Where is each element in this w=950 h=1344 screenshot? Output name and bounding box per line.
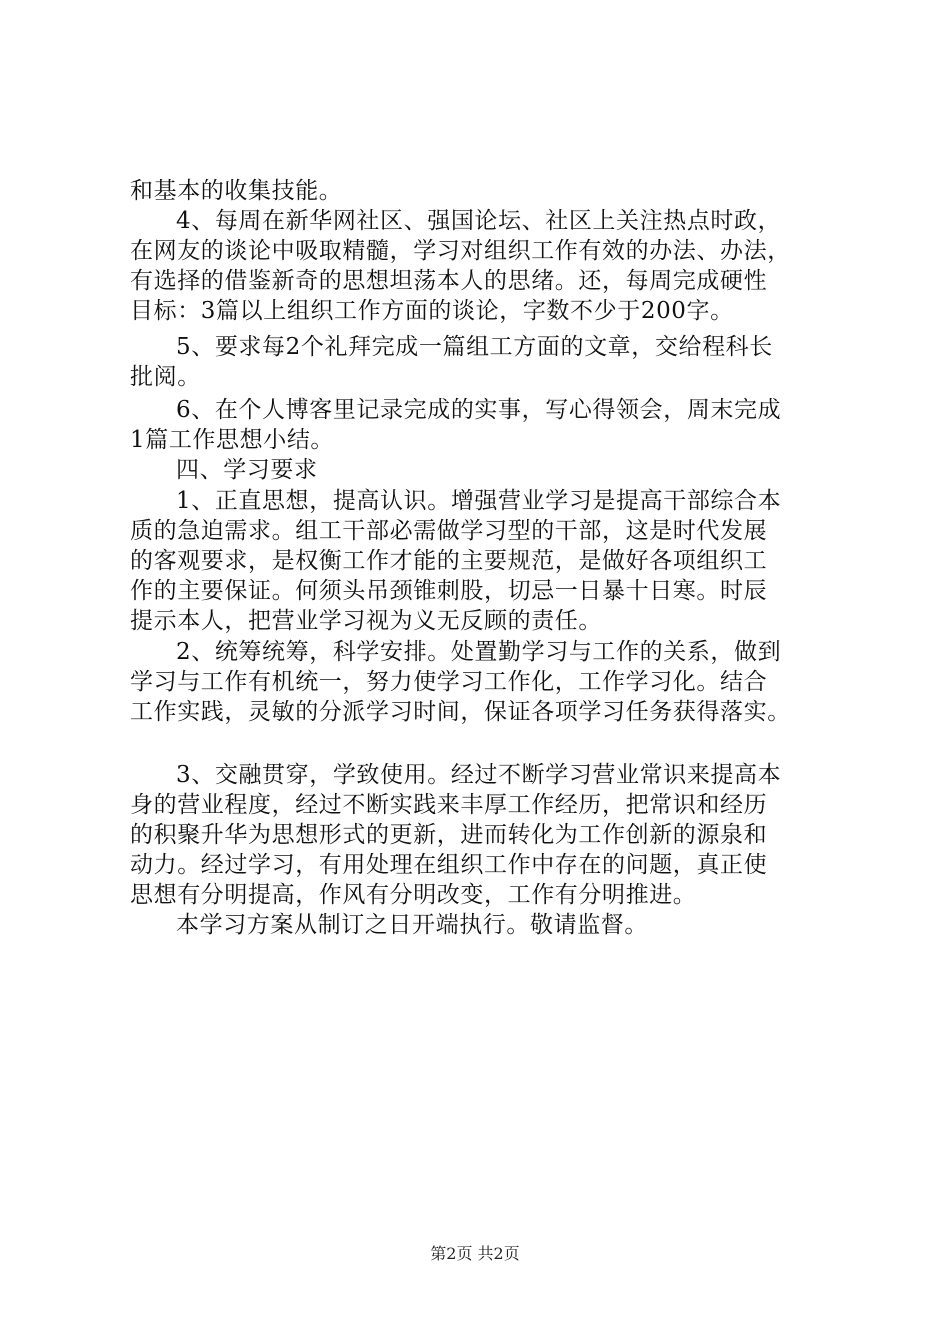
paragraph-item-3-line: 3、交融贯穿，学致使用。经过不断学习营业常识来提高本 xyxy=(176,762,782,788)
text-line: 工作实践，灵敏的分派学习时间，保证各项学习任务获得落实。 xyxy=(130,699,791,725)
paragraph-item-1-line: 1、正直思想，提高认识。增强营业学习是提高干部综合本 xyxy=(176,488,782,514)
text-line: 和基本的收集技能。 xyxy=(130,178,343,204)
text-line: 提示本人，把营业学习视为义无反顾的责任。 xyxy=(130,608,602,634)
text-line: 作的主要保证。何须头吊颈锥刺股，切忌一日暴十日寒。时辰 xyxy=(130,578,768,604)
page-number-footer: 第2页 共2页 xyxy=(430,1244,520,1263)
closing-line: 本学习方案从制订之日开端执行。敬请监督。 xyxy=(176,912,648,938)
text-line: 在网友的谈论中吸取精髓，学习对组织工作有效的办法、办法， xyxy=(130,238,791,264)
paragraph-item-2-line: 2、统筹统筹，科学安排。处置勤学习与工作的关系，做到 xyxy=(176,639,782,665)
text-line: 1篇工作思想小结。 xyxy=(130,427,335,453)
text-line: 质的急迫需求。组工干部必需做学习型的干部，这是时代发展 xyxy=(130,518,768,544)
text-line: 学习与工作有机统一，努力使学习工作化，工作学习化。结合 xyxy=(130,669,768,695)
text-line: 有选择的借鉴新奇的思想坦荡本人的思绪。还，每周完成硬性 xyxy=(130,268,768,294)
paragraph-item-6-line: 6、在个人博客里记录完成的实事，写心得领会，周末完成 xyxy=(176,397,782,423)
text-line: 身的营业程度，经过不断实践来丰厚工作经历，把常识和经历 xyxy=(130,792,768,818)
paragraph-item-4-line: 4、每周在新华网社区、强国论坛、社区上关注热点时政， xyxy=(176,208,782,234)
text-line: 的客观要求，是权衡工作才能的主要规范，是做好各项组织工 xyxy=(130,548,768,574)
text-line: 动力。经过学习，有用处理在组织工作中存在的问题，真正使 xyxy=(130,852,768,878)
text-line: 批阅。 xyxy=(130,364,201,390)
text-line: 的积聚升华为思想形式的更新，进而转化为工作创新的源泉和 xyxy=(130,822,768,848)
text-line: 思想有分明提高，作风有分明改变，工作有分明推进。 xyxy=(130,882,697,908)
paragraph-item-5-line: 5、要求每2个礼拜完成一篇组工方面的文章，交给程科长 xyxy=(176,334,773,360)
text-line: 目标：3篇以上组织工作方面的谈论，字数不少于200字。 xyxy=(130,298,734,324)
section-heading: 四、学习要求 xyxy=(176,457,318,483)
